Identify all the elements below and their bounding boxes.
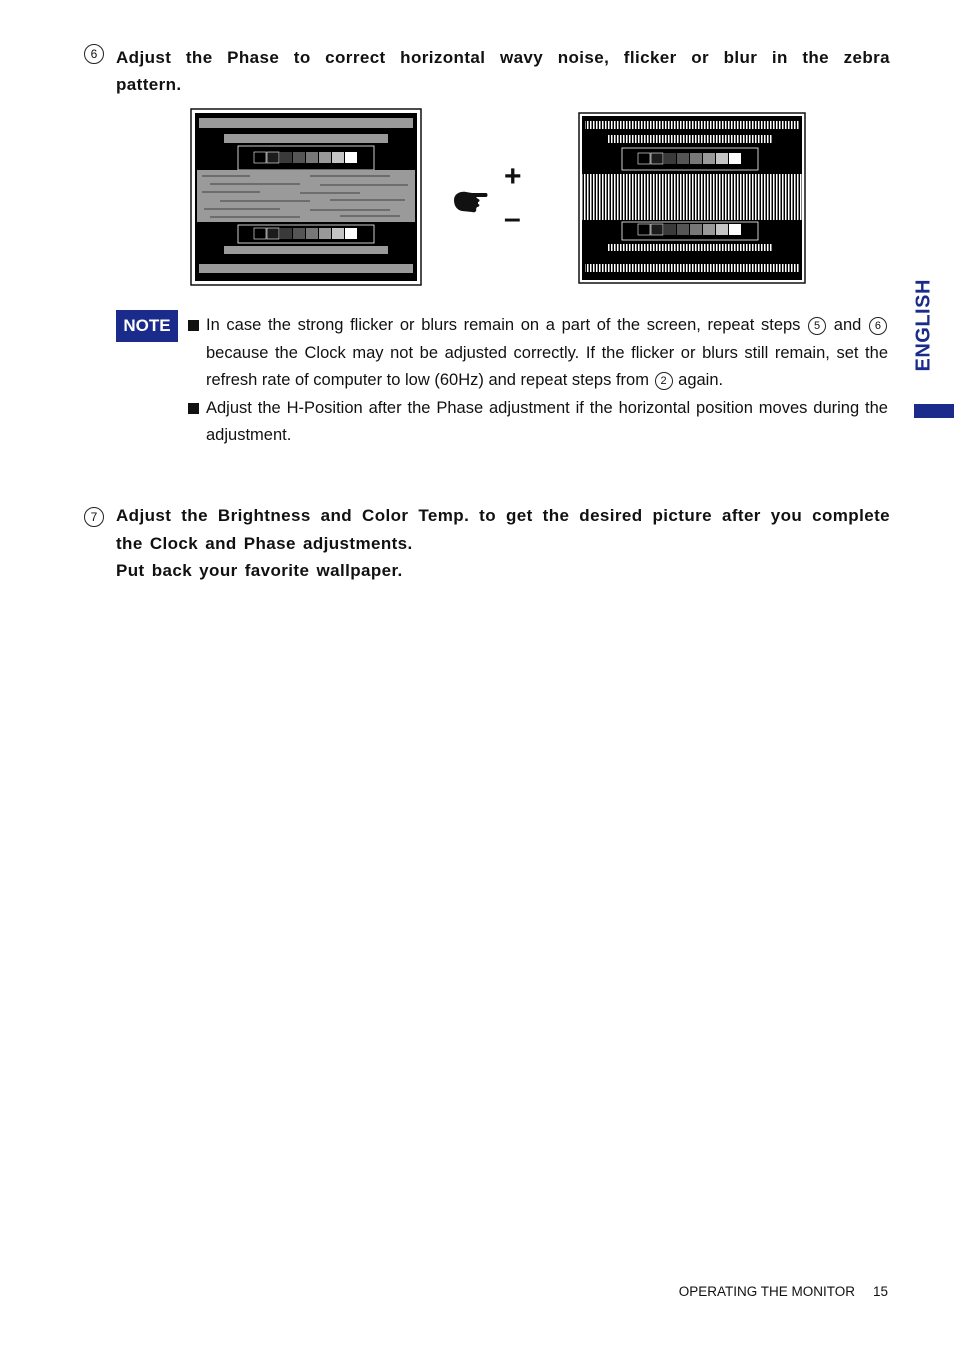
square-bullet-icon: [188, 320, 199, 331]
step-6: [84, 44, 890, 98]
blurred-screen-illustration: [190, 108, 422, 286]
phase-adjustment-figure: [190, 108, 806, 286]
note-label: NOTE: [116, 310, 178, 342]
note-item-1: [188, 312, 888, 395]
note-1-post: again.: [678, 371, 724, 389]
note-list: [188, 312, 888, 450]
step-7-heading: [116, 502, 890, 585]
step-number-6: 6: [84, 44, 104, 64]
note-1-pre: In case the strong flicker or blurs remain on a part of the screen, repeat steps: [206, 316, 801, 334]
sharp-zebra-screen-illustration: [578, 112, 806, 284]
note-item-2: [188, 395, 888, 450]
square-bullet-icon: [188, 403, 199, 414]
page-footer: [679, 1284, 888, 1299]
language-tab-label: ENGLISH: [912, 279, 935, 372]
note-2-text: Adjust the H-Position after the Phase adjustment if the horizontal position moves during the adjustment.: [206, 398, 888, 444]
step-6-line-1: Adjust the Phase to correct horizontal wavy noise, flicker or blur in the zebra: [116, 48, 890, 67]
step-ref-2: 2: [655, 372, 673, 390]
language-tab-bar: [914, 404, 954, 418]
step-6-heading: [116, 44, 890, 98]
step-ref-5: 5: [808, 317, 826, 335]
step-number-7: 7: [84, 507, 104, 527]
note-1-mid2: because the Clock may not be adjusted correctly. If the flicker or blurs still remain, set the refresh rate of computer to low (60Hz) and repeat steps from: [206, 343, 888, 389]
step-7: [84, 502, 890, 585]
step-7-line-2: the Clock and Phase adjustments.: [116, 533, 413, 553]
note-1-mid1: and: [833, 316, 862, 334]
step-ref-6: 6: [869, 317, 887, 335]
step-6-line-2: pattern.: [116, 75, 182, 94]
footer-section: OPERATING THE MONITOR: [678, 1284, 855, 1299]
page-number: 15: [872, 1284, 888, 1299]
minus-sign: –: [504, 202, 521, 235]
pointing-hand-icon: [452, 188, 488, 214]
plus-sign: +: [504, 160, 522, 193]
step-7-line-3: Put back your favorite wallpaper.: [116, 561, 403, 580]
step-7-line-1: Adjust the Brightness and Color Temp. to get the desired picture after you complete: [116, 506, 890, 525]
